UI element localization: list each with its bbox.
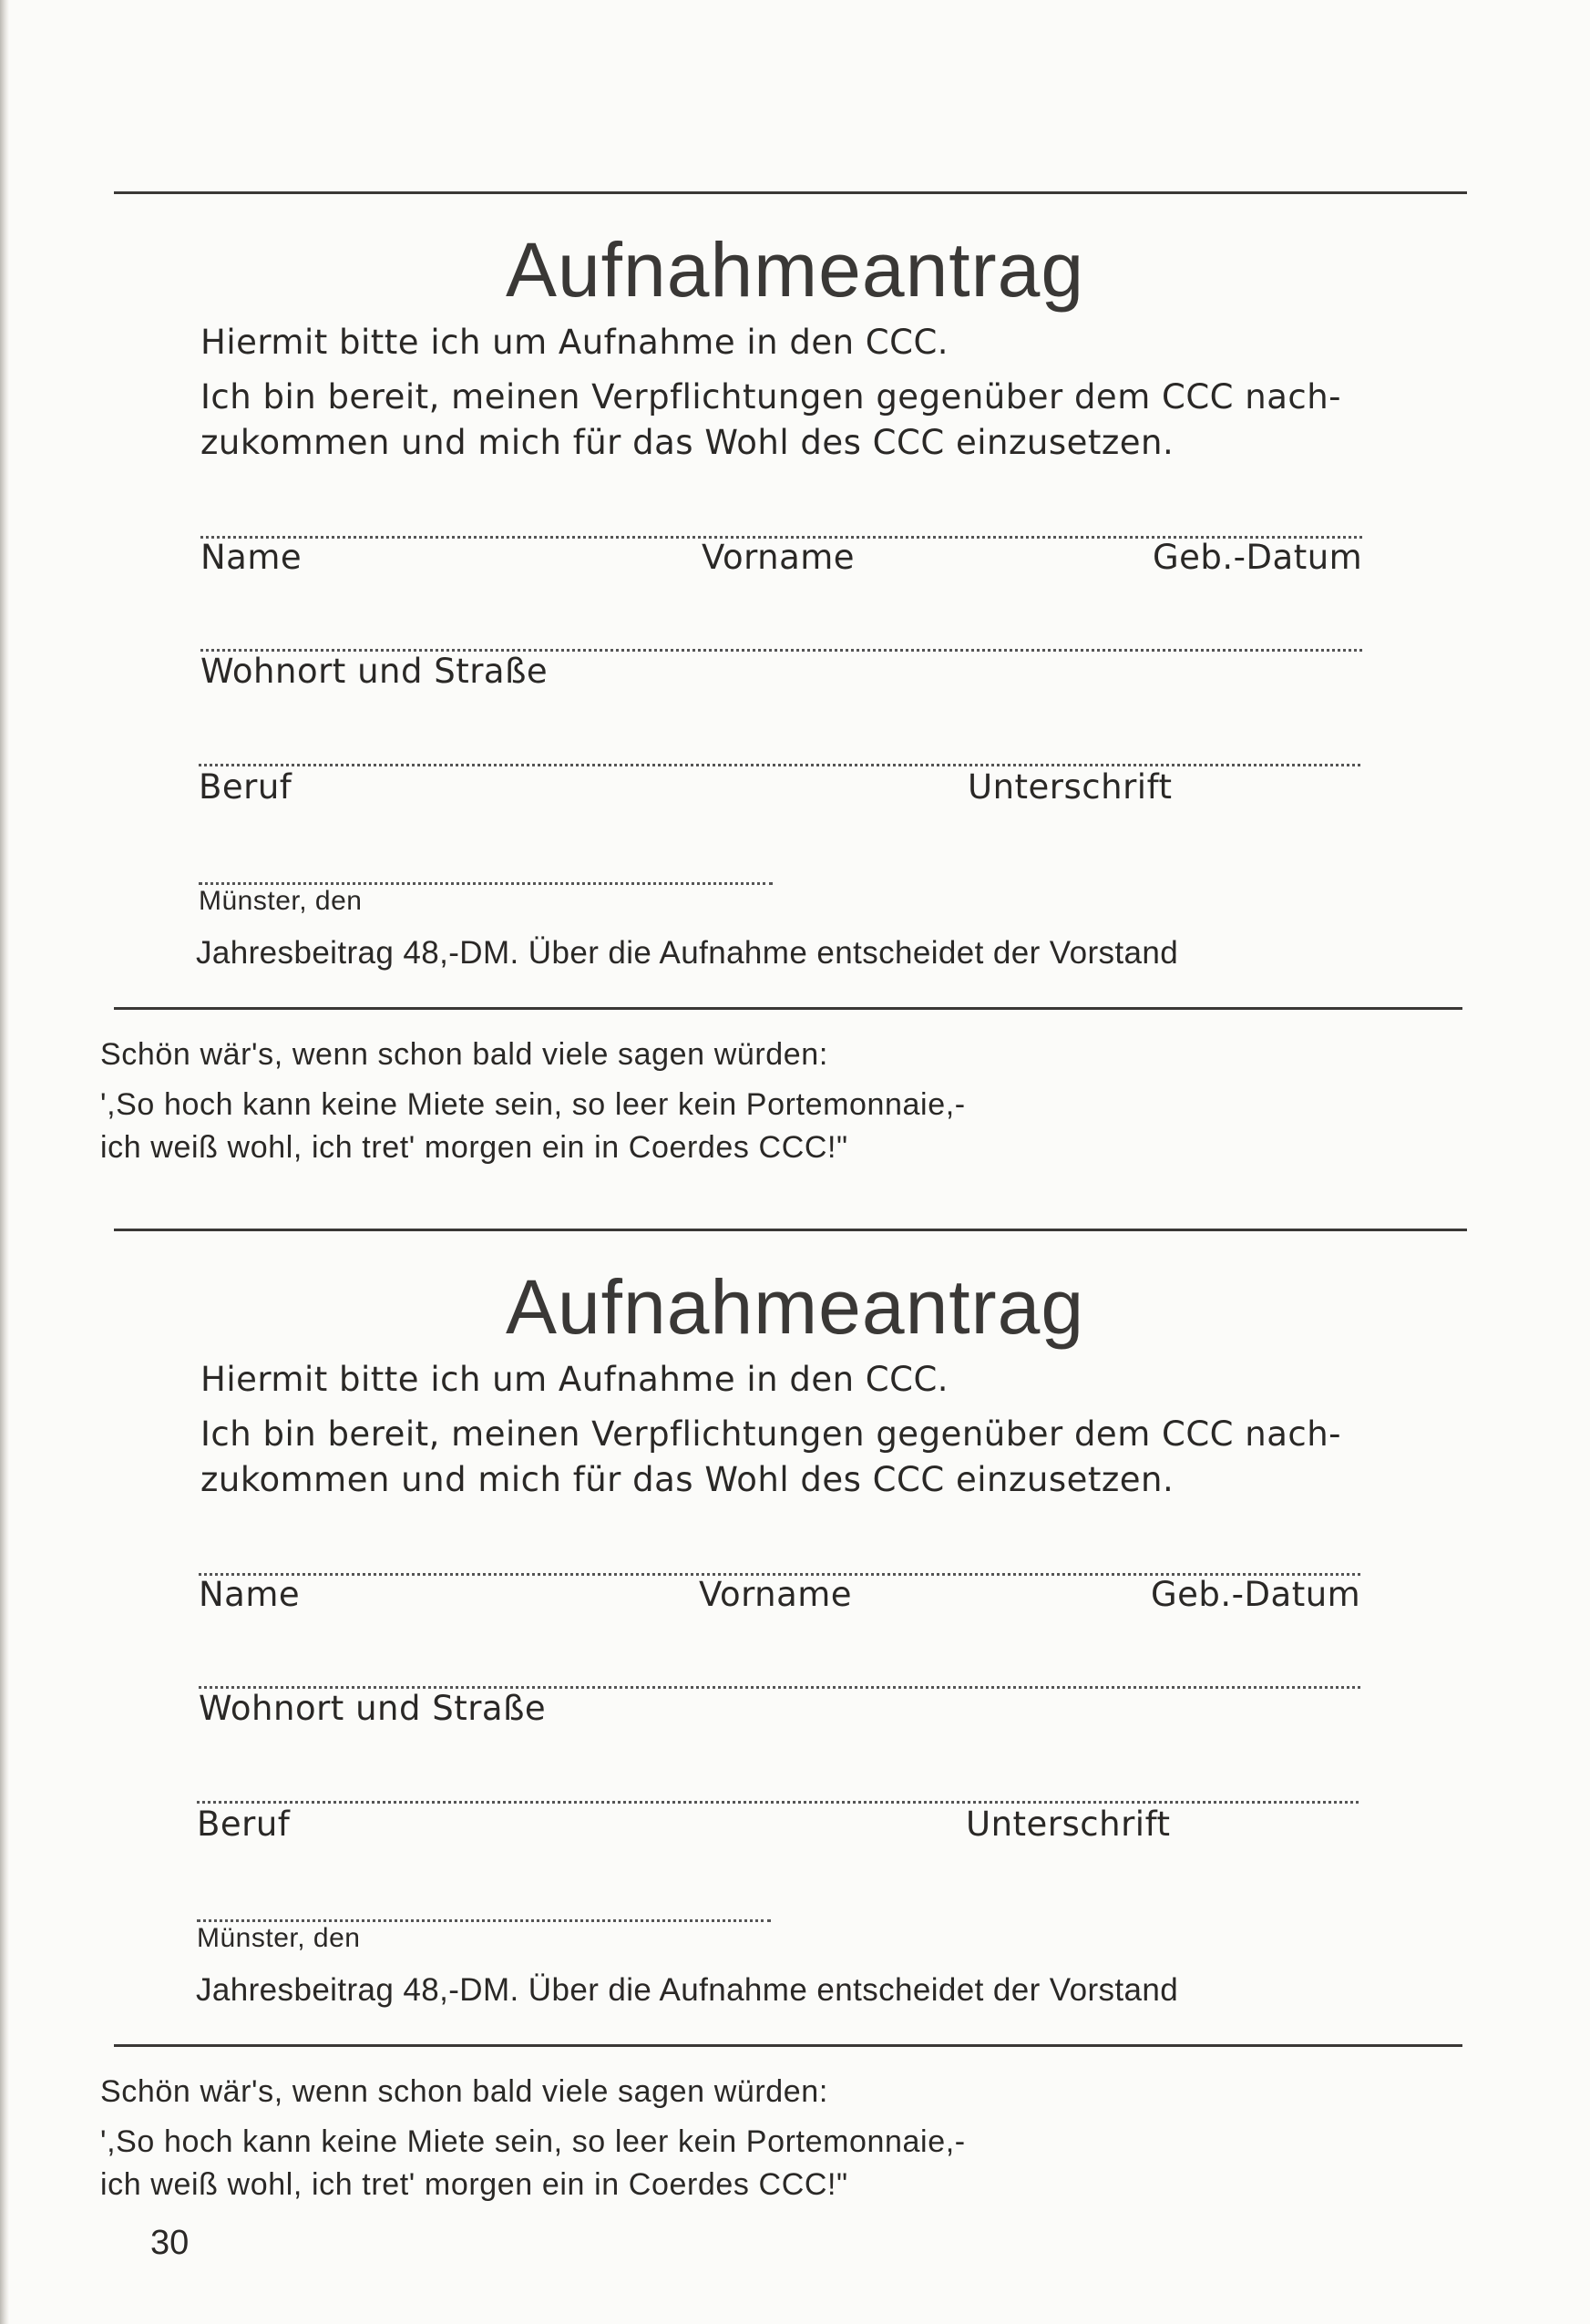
- label-beruf: Beruf: [197, 1805, 291, 1844]
- label-name: Name: [200, 538, 303, 577]
- form-title: Aufnahmeantrag: [505, 1264, 1085, 1350]
- page-number: 30: [150, 2224, 190, 2262]
- label-unterschrift: Unterschrift: [966, 1805, 1171, 1844]
- form-title: Aufnahmeantrag: [505, 227, 1085, 313]
- quote-line-2: ',So hoch kann keine Miete sein, so leer kein Portemonnaie,-: [100, 1087, 966, 1122]
- fee-note: Jahresbeitrag 48,-DM. Über die Aufnahme entscheidet der Vorstand: [196, 935, 1179, 971]
- membership-form-2: [0, 1229, 1590, 2267]
- label-vorname: Vorname: [702, 538, 856, 577]
- label-unterschrift: Unterschrift: [968, 767, 1173, 807]
- membership-form-1: [0, 191, 1590, 1230]
- intro-line-1: Hiermit bitte ich um Aufnahme in den CCC.: [200, 323, 949, 362]
- intro-line-2: Ich bin bereit, meinen Verpflichtungen gegenüber dem CCC nach-: [200, 377, 1342, 416]
- label-name: Name: [199, 1575, 301, 1614]
- quote-line-2: ',So hoch kann keine Miete sein, so leer kein Portemonnaie,-: [100, 2124, 966, 2159]
- label-geburtsdatum: Geb.-Datum: [1153, 538, 1363, 577]
- quote-line-3: ich weiß wohl, ich tret' morgen ein in Coerdes CCC!": [100, 1130, 848, 1165]
- label-ort-datum: Münster, den: [197, 1923, 361, 1953]
- top-rule: [114, 191, 1467, 194]
- bottom-rule: [114, 1007, 1462, 1010]
- quote-line-1: Schön wär's, wenn schon bald viele sagen würden:: [100, 2074, 828, 2109]
- intro-line-3: zukommen und mich für das Wohl des CCC einzusetzen.: [200, 423, 1175, 462]
- fee-note: Jahresbeitrag 48,-DM. Über die Aufnahme entscheidet der Vorstand: [196, 1972, 1179, 2008]
- occupation-signature-line[interactable]: [197, 1801, 1359, 1804]
- label-wohnort: Wohnort und Straße: [199, 1689, 547, 1728]
- label-wohnort: Wohnort und Straße: [200, 652, 549, 691]
- quote-line-1: Schön wär's, wenn schon bald viele sagen würden:: [100, 1037, 828, 1072]
- label-vorname: Vorname: [699, 1575, 853, 1614]
- place-date-line[interactable]: [199, 882, 773, 885]
- intro-line-2: Ich bin bereit, meinen Verpflichtungen gegenüber dem CCC nach-: [200, 1414, 1342, 1454]
- quote-line-3: ich weiß wohl, ich tret' morgen ein in Coerdes CCC!": [100, 2167, 848, 2202]
- label-geburtsdatum: Geb.-Datum: [1151, 1575, 1361, 1614]
- label-beruf: Beruf: [199, 767, 292, 807]
- label-ort-datum: Münster, den: [199, 886, 363, 916]
- occupation-signature-line[interactable]: [199, 764, 1360, 766]
- intro-line-1: Hiermit bitte ich um Aufnahme in den CCC.: [200, 1360, 949, 1399]
- top-rule: [114, 1229, 1467, 1231]
- place-date-line[interactable]: [197, 1919, 771, 1922]
- intro-line-3: zukommen und mich für das Wohl des CCC einzusetzen.: [200, 1460, 1175, 1499]
- bottom-rule: [114, 2044, 1462, 2047]
